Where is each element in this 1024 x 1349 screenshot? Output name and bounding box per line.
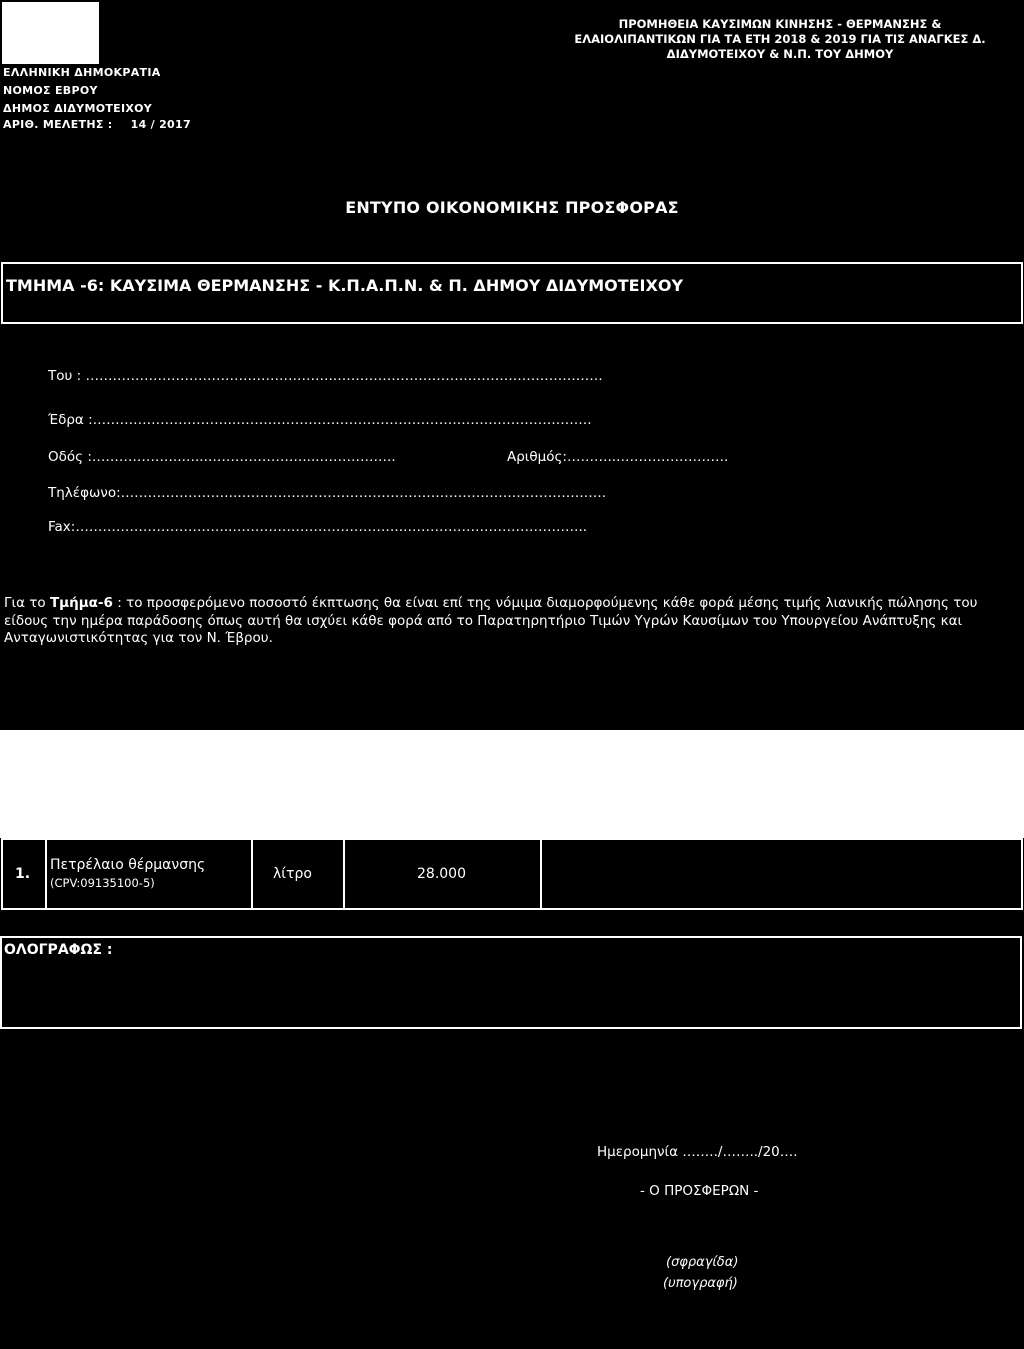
study-label: ΑΡΙΘ. ΜΕΛΕΤΗΣ :	[3, 118, 113, 131]
procurement-title-line3: ΔΙΔΥΜΟΤΕΙΧΟΥ & Ν.Π. ΤΟΥ ΔΗΜΟΥ	[666, 47, 894, 61]
field-edra[interactable]: Έδρα :…………………………..…………………………………………………………………….	[48, 412, 592, 428]
field-fax[interactable]: Fax:……………………………..………………………………..…………………………………..	[48, 519, 588, 535]
amount-in-words-label: ΟΛΟΓΡΑΦΩΣ :	[4, 942, 113, 958]
cell-unit	[253, 840, 345, 908]
coat-of-arms-emblem	[2, 2, 99, 64]
cell-number	[3, 840, 47, 908]
procurement-title-line2: ΕΛΑΙΟΛΙΠΑΝΤΙΚΩΝ ΓΙΑ ΤΑ ΕΤΗ 2018 & 2019 ΓΙΑ ΤΙΣ ΑΝΑΓΚΕΣ Δ.	[574, 32, 986, 46]
paragraph-section-ref: Τμήμα-6	[49, 595, 113, 611]
item-name: Πετρέλαιο θέρμανσης	[50, 857, 206, 873]
cell-quantity	[345, 840, 542, 908]
signature-date[interactable]: Ημερομηνία ……../……../20….	[597, 1144, 798, 1160]
row-number: 1.	[15, 866, 31, 882]
paragraph-body: : το προσφερόμενο ποσοστό έκπτωσης θα είναι επί της νόμιμα διαμορφούμενης κάθε φορά μέσης τιμής λιανικής πώλησης του είδους την ημέρα παράδοσης όπως αυτή θα ισχύει κάθε φορά από το Παρατηρητήριο Τιμών Υγρών Καυσίμων του Υπουργείου Ανάπτυξης και Ανταγωνιστικότητας για τον Ν. Έβρου.	[4, 595, 978, 646]
offerer-label: - Ο ΠΡΟΣΦΕΡΩΝ -	[640, 1183, 759, 1199]
procurement-title-line1: ΠΡΟΜΗΘΕΙΑ ΚΑΥΣΙΜΩΝ ΚΙΝΗΣΗΣ - ΘΕΡΜΑΝΣΗΣ &	[618, 17, 942, 31]
paragraph-prefix: Για το	[4, 595, 50, 611]
section-title: ΤΜΗΜΑ -6: ΚΑΥΣΙΜΑ ΘΕΡΜΑΝΣΗΣ - Κ.Π.Α.Π.Ν. & Π. ΔΗΜΟΥ ΔΙΔΥΜΟΤΕΙΧΟΥ	[6, 276, 684, 295]
country-label: ΕΛΛΗΝΙΚΗ ΔΗΜΟΚΡΑΤΙΑ	[3, 66, 161, 79]
field-tilefono[interactable]: Τηλέφωνο:……………………..……………………………………………………………………….	[48, 485, 607, 501]
amount-in-words-box[interactable]	[0, 936, 1022, 1029]
municipality-label: ΔΗΜΟΣ ΔΙΔΥΜΟΤΕΙΧΟΥ	[3, 102, 153, 115]
item-quantity: 28.000	[417, 866, 466, 882]
discount-paragraph	[4, 595, 1022, 648]
field-odos[interactable]: Οδός :………………..…...…………………....……………..	[48, 449, 396, 465]
table-row	[1, 838, 1023, 910]
item-unit: λίτρο	[273, 866, 312, 882]
cell-discount[interactable]	[542, 840, 1021, 908]
study-number: 14 / 2017	[130, 118, 191, 131]
item-cpv: (CPV:09135100-5)	[50, 876, 155, 890]
form-title: ΕΝΤΥΠΟ ΟΙΚΟΝΟΜΙΚΗΣ ΠΡΟΣΦΟΡΑΣ	[345, 198, 679, 217]
cell-item	[47, 840, 253, 908]
study-number-line	[3, 118, 191, 131]
signature-label: (υπογραφή)	[663, 1276, 738, 1291]
table-header-band	[0, 730, 1024, 838]
field-tou[interactable]: Του : ……………………………………………….……………………………………………………	[48, 368, 603, 384]
field-arithmos[interactable]: Αριθμός:………..…………………….	[507, 449, 729, 465]
procurement-title	[520, 17, 1024, 62]
prefecture-label: ΝΟΜΟΣ ΕΒΡΟΥ	[3, 84, 98, 97]
seal-label: (σφραγίδα)	[666, 1255, 739, 1270]
